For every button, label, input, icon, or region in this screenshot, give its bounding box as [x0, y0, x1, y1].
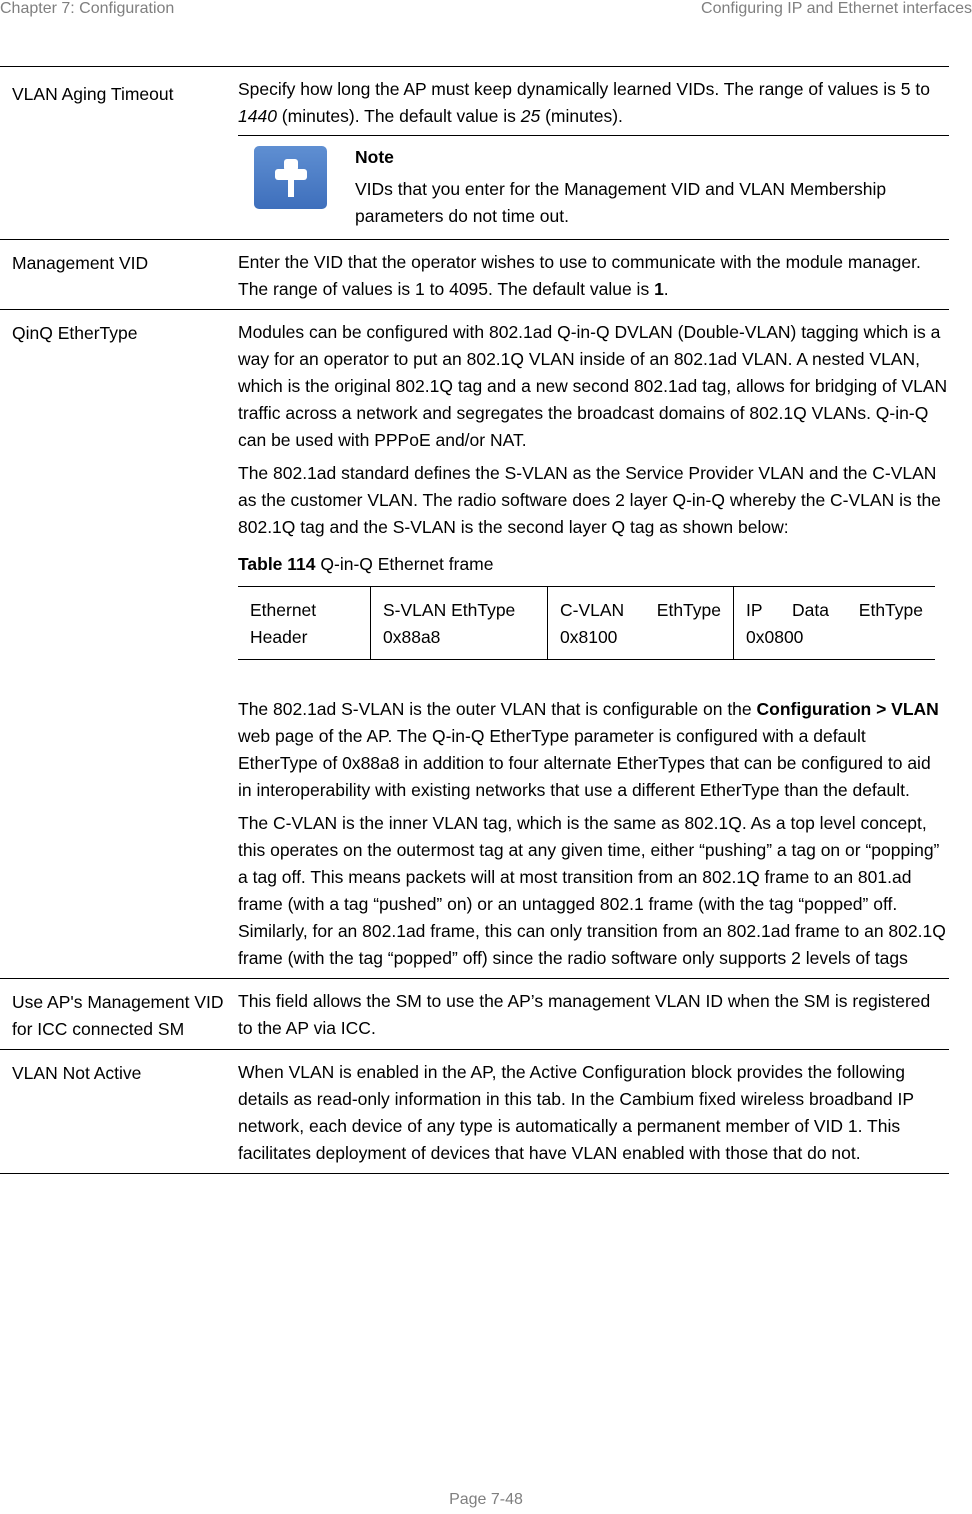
param-description: [238, 240, 949, 309]
param-row-vlan-aging-timeout: [0, 67, 949, 240]
table-cell-svlan: S-VLAN EthType 0x88a8: [371, 587, 548, 660]
param-description: [238, 1050, 949, 1173]
param-row-management-vid: [0, 240, 949, 310]
table-cell-cvlan: C-VLAN EthType 0x8100: [548, 587, 734, 660]
table-row: [238, 587, 935, 660]
qinq-paragraph-1: Modules can be configured with 802.1ad Q-in-Q DVLAN (Double-VLAN) tagging which is a way for an operator to put an 802.1Q VLAN inside of an 802.1ad VLAN. A nested VLAN, which is the original 802.1Q tag and a new second 802.1ad tag, allows for bridging of VLAN traffic across a network and segregates the broadcast domains of 802.1Q VLANs. Q-in-Q can be used with PPPoE and/or NAT.: [238, 322, 948, 450]
param-row-icc-management-vid: [0, 979, 949, 1050]
param-description: [238, 979, 949, 1049]
note-body: VIDs that you enter for the Management VID and VLAN Membership parameters do not time out.: [355, 179, 887, 226]
mgmt-description: Enter the VID that the operator wishes to use to communicate with the module manager. The range of values is 1 to 4095. The default value is 1.: [238, 252, 921, 299]
param-description: [238, 310, 949, 978]
qinq-paragraph-3: The 802.1ad S-VLAN is the outer VLAN that is configurable on the Configuration > VLAN web page of the AP. The Q-in-Q EtherType parameter is configured with a default EtherType of 0x88a8 in addition to four alternate EtherTypes that can be configured to aid in interoperability with existing networks that use a different EtherType than the default.: [238, 699, 939, 800]
note-title: Note: [355, 147, 394, 167]
note-box: [238, 135, 949, 233]
param-name: VLAN Not Active: [12, 1063, 142, 1083]
page-number: Page 7-48: [449, 1491, 523, 1508]
param-row-vlan-not-active: [0, 1050, 949, 1174]
notactive-description: When VLAN is enabled in the AP, the Active Configuration block provides the following details as read-only information in this tab. In the Cambium fixed wireless broadband IP network, each device of any type is automatically a permanent member of VID 1. This facilitates deployment of devices that have VLAN enabled with those that do not.: [238, 1062, 914, 1163]
param-name: QinQ EtherType: [12, 323, 138, 343]
table-cell-ethernet-header: Ethernet Header: [238, 587, 371, 660]
table-cell-ip-data: IP Data EthType 0x0800: [734, 587, 936, 660]
param-name: VLAN Aging Timeout: [12, 84, 174, 104]
note-content: [355, 144, 949, 230]
param-name: Use AP's Management VID for ICC connected SM: [12, 992, 224, 1039]
parameter-table: [0, 66, 949, 1174]
header-chapter: Chapter 7: Configuration: [0, 0, 175, 17]
qinq-paragraph-2: The 802.1ad standard defines the S-VLAN as the Service Provider VLAN and the C-VLAN as the customer VLAN. The radio software does 2 layer Q-in-Q whereby the C-VLAN is the 802.1Q tag and the S-VLAN is the second layer Q tag as shown below:: [238, 463, 941, 537]
table-caption: Table 114 Q-in-Q Ethernet frame: [238, 554, 494, 574]
aging-description: Specify how long the AP must keep dynamically learned VIDs. The range of values is 5 to 1440 (minutes). The default value is 25 (minutes).: [238, 79, 930, 126]
param-name: Management VID: [12, 253, 149, 273]
qinq-paragraph-4: The C-VLAN is the inner VLAN tag, which is the same as 802.1Q. As a top level concept, this operates on the outermost tag at any given time, either “pushing” a tag on or “popping” a tag off. This means packets will at most transition from an 802.1Q frame to an 801.ad frame (with a tag “pushed” on) or an untagged 802.1 frame (with the tag “popped” off. Similarly, for an 802.1ad frame, this can only transition from an 802.1ad frame to an 802.1Q frame (with the tag “popped” off) since the radio software only supports 2 levels of tags: [238, 813, 946, 968]
param-description: [238, 67, 949, 239]
icc-description: This field allows the SM to use the AP’s management VLAN ID when the SM is registered to the AP via ICC.: [238, 991, 931, 1038]
param-row-qinq-ethertype: [0, 310, 949, 979]
qinq-frame-table: [238, 586, 935, 660]
header-section: Configuring IP and Ethernet interfaces: [701, 0, 972, 17]
note-pin-icon: [254, 146, 327, 209]
